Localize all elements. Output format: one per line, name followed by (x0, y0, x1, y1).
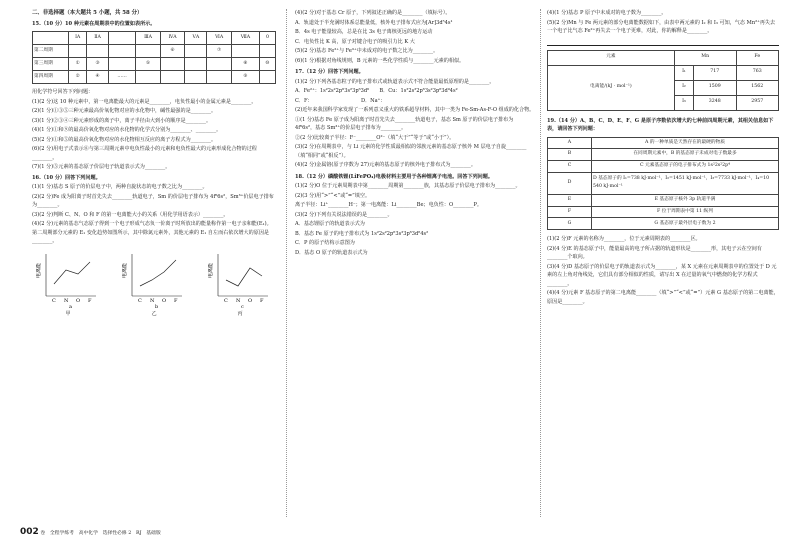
question-line: (3)(1 分)②③④三种元素形成的离子中，离子半径由大到小的顺序是________。 (32, 117, 212, 124)
cell: I₂ (674, 80, 693, 95)
question-line: (4)(2 分)对于基态 Cr 原子，下列叙述正确的是________（填标号）。 (295, 10, 451, 16)
question-line: (1)(2 分)F 元素的名称为________，位于元素周期表的________区。 (547, 236, 701, 243)
graph-b (122, 250, 186, 319)
table-cell: ④ (87, 71, 108, 84)
table-header-cell: ⅠA (69, 32, 87, 45)
tick-f: F (260, 297, 264, 304)
column-left (32, 9, 276, 318)
question-line: (1)(2 分)O 位于元素周期表中第________周期第________族，其基态原子价层电子排布为________。 (295, 183, 521, 189)
th-element: 元素 (548, 50, 675, 65)
table-header-cell: ⅡA (87, 32, 108, 45)
tick-c: C (52, 297, 56, 304)
periodic-table (32, 31, 276, 84)
table-row (548, 206, 779, 218)
question-line: (3)(2 分)下列有关说法错误的是________。 (295, 211, 393, 218)
graph-ylabel: 电离能 (36, 262, 42, 278)
column-divider (286, 9, 287, 517)
graph-name: 甲 (65, 310, 71, 317)
table-cell (108, 45, 136, 58)
table-header-cell: ⅢA (136, 32, 160, 45)
table-cell: C (548, 161, 592, 173)
question-line: C．电负性比 K 高，原子对键合电子的吸引力比 K 大 (295, 38, 415, 45)
q18-stem: 18.（12 分）磷酸铁锂(LiFePO₄)电极材料主要用于各种锂离子电池。回答下列问题。 (295, 173, 493, 180)
table-cell (185, 45, 207, 58)
table-cell: 第三周期 (33, 58, 69, 71)
question-line: (6)(2 分)用电子式表示⑧与第三周期元素中电负性最小的元素和电负性最大的元素形成化合物的过程________。 (32, 146, 257, 161)
table-header-cell: ⅤA (185, 32, 207, 45)
table-header-cell: ⅣA (160, 32, 185, 45)
table-cell: A (548, 137, 592, 149)
table-cell: ② (69, 71, 87, 84)
table-cell: 第二周期 (33, 45, 69, 58)
tick-o: O (162, 297, 167, 304)
table-cell: A 的一种单质是天然存在的最硬的物质 (592, 137, 779, 149)
table-row (548, 161, 779, 173)
column-divider (540, 9, 541, 517)
question-line: C．P 的原子结构示意图为 (295, 240, 355, 246)
row-label: 电离能/(kJ · mol⁻¹) (548, 65, 675, 110)
question-line: A．轨道处于半充满时体系总能量低，核外电子排布式应为[Ar]3d⁵4s¹ (295, 19, 453, 26)
question-line: (2)近年来我国科学家发现了一系列意义重大的铁系超导材料，其中一类为 Fe-Sm-As-F-O 组成的化合物。 (295, 107, 535, 113)
table-cell (185, 58, 207, 71)
table-header-cell: ⅥA (207, 32, 232, 45)
question-line: (5)(2 分)基态 Fe²⁺与 Fe³⁺中未成对的电子数之比为________。 (295, 48, 439, 54)
table-cell: ① (69, 58, 87, 71)
question-line: (2)(2 分)Fe 成为阳离子时首先失去________轨道电子，Sm 的价层电子排布为 4f⁶6s²，Sm³⁺价层电子排布为________。 (32, 193, 274, 208)
table-cell: G (548, 218, 592, 230)
table-cell (160, 71, 185, 84)
tick-f: F (174, 297, 178, 304)
tick-n: N (236, 297, 241, 304)
q17-stem: 17.（12 分）回答下列问题。 (295, 69, 364, 75)
question-line: (1)(2 分)下列各基态粒子的电子排布式或轨道表示式不符合能量最低原理的是________。 (295, 78, 495, 85)
table-cell: …… (108, 71, 136, 84)
table-cell (259, 71, 275, 84)
table-cell: ⑥ (160, 45, 185, 58)
question-line: (4)(4 分)元素 F 基态原子的第二电离能________（填“>”“<”或“=”）元素 G 基态原子的第二电离能，原因是________。 (547, 290, 779, 305)
element-info-table (547, 137, 779, 231)
table-row (548, 137, 779, 149)
q18-subquestions (295, 182, 535, 257)
question-line: (6)(1 分)根据对角线规则，B 元素的一些化学性质与________元素的相似。 (295, 57, 465, 64)
q16-stem: 16.（10 分）回答下列问题。 (32, 174, 101, 181)
q19-subquestions (547, 235, 779, 306)
table-cell: ⑩ (259, 58, 275, 71)
table-cell: ⑧ (232, 58, 260, 71)
question-line: 用化学符号回答下列问题： (32, 89, 94, 95)
question-line: C．F： D．Na⁺： (295, 97, 386, 104)
table-cell: F (548, 206, 592, 218)
table-cell: ⑨ (232, 71, 260, 84)
graph-ylabel: 电离能 (122, 262, 128, 278)
table-cell: 第四周期 (33, 71, 69, 84)
table-row (548, 218, 779, 230)
table-cell: G 基态原子最外层电子数为 2 (592, 218, 779, 230)
table-header-cell: ⅦA (232, 32, 260, 45)
table-row (548, 194, 779, 206)
table-cell: E (548, 194, 592, 206)
q16-continued (295, 9, 535, 65)
q19-stem: 19.（14 分）A、B、C、D、E、F、G 是原子序数依次增大的七种前四周期元素，其相关信息如下表，请回答下列问题： (547, 117, 774, 132)
table-header-cell (33, 32, 69, 45)
table-cell (69, 45, 87, 58)
table-cell: F 位于周期表中第 11 纵列 (592, 206, 779, 218)
table-header-cell: 0 (259, 32, 275, 45)
answer-line[interactable] (547, 38, 779, 46)
tick-f: F (88, 297, 92, 304)
q15-stem: 15.（10 分）10 种元素在周期表中的位置如表所示。 (32, 20, 156, 27)
graph-caption: a (69, 303, 72, 310)
question-line: (5)(2 分)Mn 与 Fe 两元素的部分电离能数据如下，由表中两元素的 I₂ 和 I₃ 可知，气态 Mn²⁺再失去一个电子比气态 Fe²⁺再失去一个电子更难，对此，你的解释是________。 (547, 19, 776, 34)
cell: 717 (694, 65, 736, 80)
table-cell (108, 58, 136, 71)
tick-c: C (138, 297, 142, 304)
tick-o: O (76, 297, 81, 304)
graph-name: 乙 (151, 310, 157, 317)
cell: 1562 (736, 80, 779, 95)
ionization-graphs (32, 250, 276, 319)
table-cell (185, 71, 207, 84)
question-line: D．基态 O 原子的轨道表示式为 (295, 249, 368, 256)
graph-c (208, 250, 272, 319)
question-line: A．基态锂原子的轨道表示式为 (295, 221, 365, 227)
table-cell (136, 45, 160, 58)
question-line: (3)(4 分)D 基态原子的价层电子的轨道表示式为________，某 X 元素在元素周期表中的位置处于 D 元素的左上角对角线处，它们具有部分相似的性质，请写出 X 在过量的氧气中燃烧的化学方程式________。 (547, 263, 777, 287)
question-line: (4)(1 分)基态 P 原子中未成对的电子数为________。 (547, 10, 667, 16)
question-line: B．4s 电子能量较高，总是在比 3s 电子离核更远的地方运动 (295, 29, 433, 35)
question-line: 离子半径：Li⁺________H⁻；第一电离能：Li________Be；电负性：O________P。 (295, 202, 483, 208)
question-line: (4)(2 分)元素的基态气态原子得到一个电子形成气态负一价离子时所放出的能量称作第一电子亲和能(E₁)。第二周期部分元素的 E₁ 变化趋势如图所示，其中除氮元素外，其他元素的 E₁ 自左而右依次增大的原因是________。 (32, 221, 272, 244)
cell: I₁ (674, 65, 693, 80)
table-cell: B (548, 149, 592, 161)
graph-ylabel: 电离能 (208, 262, 214, 278)
tick-c: C (224, 297, 228, 304)
th-mn: Mn (674, 50, 736, 65)
table-row (548, 172, 779, 194)
cell: I₃ (674, 95, 693, 110)
question-line: ①(1 分)基态 Fe 原子成为阳离子时首先失去________轨道电子，基态 Sm 原子的价层电子排布为 4f⁶6s²，基态 Sm³⁺的价层电子排布为________。 (295, 116, 514, 131)
section-title: 二、非选择题（本大题共 5 小题，共 58 分） (32, 10, 143, 16)
question-line: A．Fe²⁺：1s²2s²2p⁶3s²3p⁶3d⁶ B．Cu：1s²2s²2p⁶3s²3p⁶3d⁹4s² (295, 88, 458, 94)
table-cell: C 元素基态原子的电子排布式为 1s²2s²2p⁴ (592, 161, 779, 173)
table-row (548, 149, 779, 161)
ionization-table (547, 50, 779, 111)
question-line: ②(2 分)比较离子半径：F⁻________O²⁻（填“大于”“等于”或“小于”）。 (295, 134, 455, 141)
graph-name: 丙 (237, 310, 243, 317)
tick-n: N (64, 297, 69, 304)
question-line: (3)(2 分)在周期表中，与 Li 元素的化学性质最相似的邻族元素的基态原子核外 M 层电子自旋________（填“相同”或“相反”）。 (295, 144, 527, 159)
tick-o: O (248, 297, 253, 304)
question-line: (1)(2 分)这 10 种元素中，第一电离能最大的元素是________，电负性最小的金属元素是________。 (32, 98, 257, 105)
table-cell: 在同周期元素中，B 的基态原子未成对电子数最多 (592, 149, 779, 161)
cell: 3248 (694, 95, 736, 110)
q18-continued (547, 9, 779, 36)
table-cell: D 基态原子的 I₁=738 kJ·mol⁻¹，I₂=1451 kJ·mol⁻¹，I₃=7733 kJ·mol⁻¹，I₄=10 540 kJ·mol⁻¹ (592, 172, 779, 194)
cell: 2957 (736, 95, 779, 110)
graph-caption: b (155, 303, 159, 310)
question-line: (3)(2 分)判断 C、N、O 和 F 的第一电离能大小的关系（用化学用语表示）________。 (32, 211, 229, 218)
table-cell (136, 71, 160, 84)
table-cell: D (548, 172, 592, 194)
table-cell: ⑦ (207, 45, 232, 58)
page-number: 002 (20, 527, 39, 537)
table-cell: ⑤ (136, 58, 160, 71)
question-line: (1)(1 分)基态 S 原子的价层电子中，两种自旋状态的电子数之比为________。 (32, 184, 208, 190)
column-middle (295, 9, 535, 258)
q15-subquestions (32, 88, 276, 172)
table-cell (207, 71, 232, 84)
question-line: (2)(4 分)E 的基态原子中，能量最高的电子所占据的轨道形状是________形，其电子云在空间有________个取向。 (547, 245, 762, 261)
question-line: (4)(2 分)金属铬(原子序数为 27)元素的基态原子的核外电子排布式为________。 (295, 162, 476, 168)
table-cell (87, 45, 108, 58)
q16-subquestions (32, 183, 276, 246)
graph-caption: c (241, 303, 244, 310)
cell: 763 (736, 65, 779, 80)
tick-n: N (150, 297, 155, 304)
question-line: (7)(1 分)⑤元素的基态原子价层电子轨道表示式为________。 (32, 164, 171, 170)
th-fe: Fe (736, 50, 779, 65)
page-footer (20, 528, 440, 539)
table-cell (232, 45, 260, 58)
table-cell (259, 45, 275, 58)
question-line: (5)(2 分)①和⑤的最高价氧化物对应的水化物相互反应的离子方程式为________。 (32, 136, 217, 143)
table-cell: ③ (87, 58, 108, 71)
column-right (547, 9, 779, 307)
cell: 1509 (694, 80, 736, 95)
table-cell: E 基态原子核外 3p 轨道半满 (592, 194, 779, 206)
table-cell (207, 58, 232, 71)
table-header-cell (108, 32, 136, 45)
question-line: B．基态 Fe 原子的电子排布式为 1s²2s²2p⁶3s²3p⁶3d⁶4s² (295, 230, 429, 237)
question-line: (2)(1 分)①③⑤三种元素最高价氧化物对应的水化物中，碱性最强的是________。 (32, 108, 217, 114)
q17-subquestions (295, 78, 535, 170)
question-line: (2)(3 分)用“>”“<”或“=”填空。 (295, 192, 371, 199)
footer-text: 卷 全程学练考 高中化学 选择性必修 2 RJ 基础版 (40, 531, 161, 536)
table-cell (160, 58, 185, 71)
question-line: (4)(1 分)①和⑨的最高价氧化物对应的水化物的化学式分别为________、________。 (32, 127, 222, 133)
graph-a (36, 250, 100, 319)
